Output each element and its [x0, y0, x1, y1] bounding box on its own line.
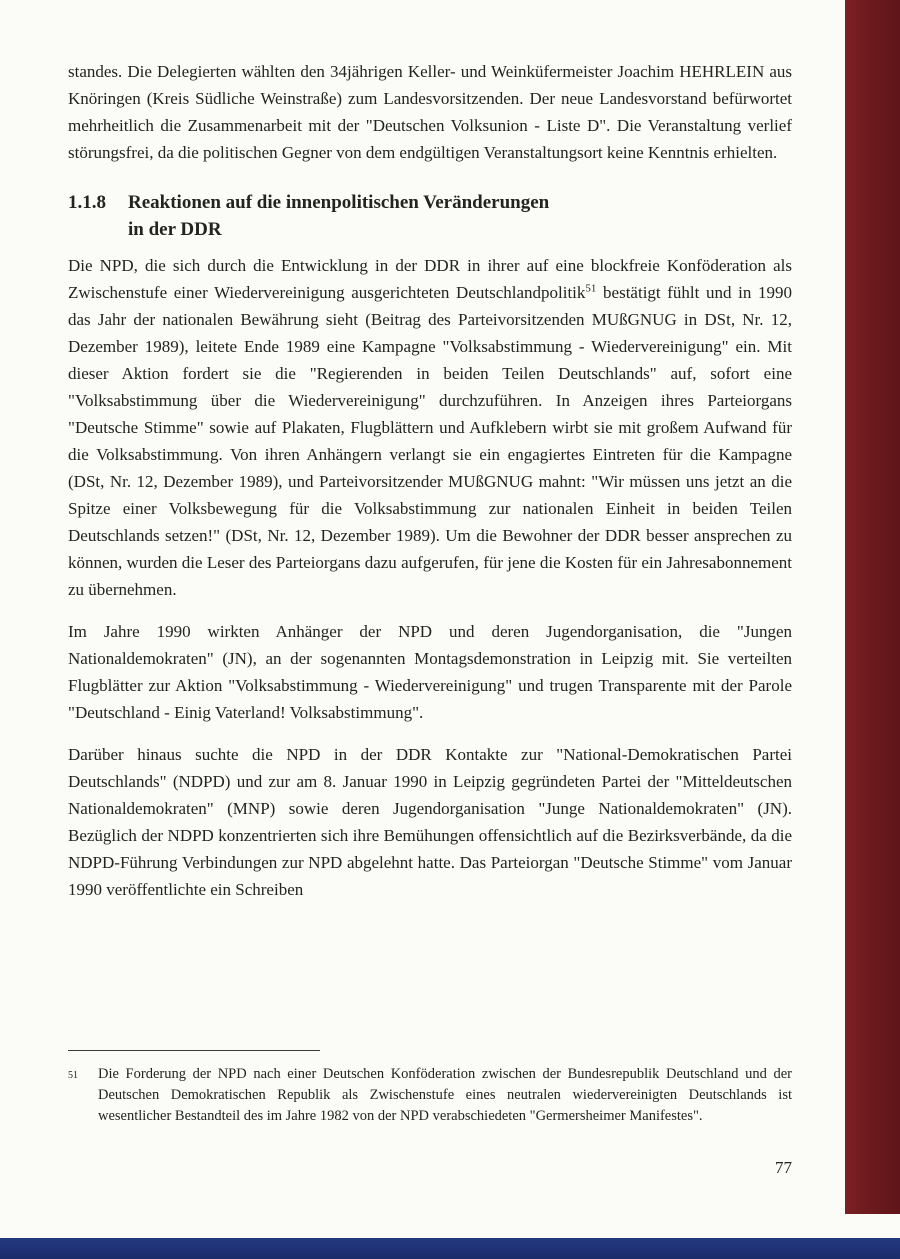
section-number: 1.1.8	[68, 192, 106, 213]
footnote-text: Die Forderung der NPD nach einer Deutschen Konföderation zwischen der Bundesrepublik Deutschland und der Deutschen Demokratischen Republik als Zwischenstufe eines neutralen wiedervereinigten Deutschlands ist wesentlicher Bestandteil des im Jahre 1982 von der NPD verabschiedeten "Germersheimer Manifestes".	[98, 1066, 792, 1124]
footnote-reference: 51	[585, 282, 597, 295]
page-number: 77	[775, 1158, 792, 1177]
paragraph-1	[68, 252, 792, 603]
paragraph-3: Darüber hinaus suchte die NPD in der DDR Kontakte zur "National-Demokratischen Partei Deutschlands" (NDPD) und zur am 8. Januar 1990 in Leipzig gegründeten Partei der "Mitteldeutschen Nationaldemokraten" (MNP) sowie deren Jugendorganisation "Junge Nationaldemokraten" (JN). Bezüglich der NDPD konzentrierten sich ihre Bemühungen offensichtlich auf die Bezirksverbände, da die NDPD-Führung Verbindungen zur NPD abgelehnt hatte. Das Parteiorgan "Deutsche Stimme" vom Januar 1990 veröffentlichte ein Schreiben	[68, 745, 792, 899]
paragraph-1-pre: Die NPD, die sich durch die Entwicklung in der DDR in ihrer auf eine blockfreie Konföderation als Zwischenstufe einer Wiedervereinigung ausgerichteten Deutschlandpolitik	[68, 256, 792, 302]
section-heading	[68, 189, 792, 243]
section-title: Reaktionen auf die innenpolitischen Veränderungen	[128, 192, 550, 213]
bottom-accent-bar	[0, 1238, 900, 1259]
paragraph-1-post: bestätigt fühlt und in 1990 das Jahr der nationalen Bewährung sieht (Beitrag des Parteivorsitzenden MUßGNUG in DSt, Nr. 12, Dezember 1989), leitete Ende 1989 eine Kampagne "Volksabstimmung - Wiedervereinigung" ein. Mit dieser Aktion fordert sie die "Regierenden in beiden Teilen Deutschlands" auf, sofort eine "Volksabstimmung über die Wiedervereinigung" durchzuführen. In Anzeigen ihres Parteiorgans "Deutsche Stimme" sowie auf Plakaten, Flugblättern und Aufklebern wirbt sie mit großem Aufwand für die Volksabstimmung. Von ihren Anhängern verlangt sie ein engagiertes Eintreten für die Kampagne (DSt, Nr. 12, Dezember 1989), und Parteivorsitzender MUßGNUG mahnt: "Wir müssen uns jetzt an die Spitze einer Volksbewegung für die Volksabstimmung zur nationalen Einheit in beiden Teilen Deutschlands setzen!" (DSt, Nr. 12, Dezember 1989). Um die Bewohner der DDR besser ansprechen zu können, wurden die Leser des Parteiorgans dazu aufgerufen, für jene die Kosten für ein Jahresabonnement zu übernehmen.	[68, 283, 792, 599]
footnote-section	[68, 1050, 792, 1127]
section-heading-line1	[68, 189, 792, 216]
footnote-marker: 51	[68, 1070, 78, 1081]
section-heading-line2: in der DDR	[128, 219, 222, 240]
footnote-51	[68, 1064, 792, 1127]
paragraph-2: Im Jahre 1990 wirkten Anhänger der NPD und deren Jugendorganisation, die "Jungen Nationaldemokraten" (JN), an der sogenannten Montagsdemonstration in Leipzig mit. Sie verteilten Flugblätter zur Aktion "Volksabstimmung - Wiedervereinigung" und trugen Transparente mit der Parole "Deutschland - Einig Vaterland! Volksabstimmung".	[68, 622, 792, 722]
continuation-paragraph: standes. Die Delegierten wählten den 34jährigen Keller- und Weinküfermeister Joachim HEHRLEIN aus Knöringen (Kreis Südliche Weinstraße) zum Landesvorsitzenden. Der neue Landesvorstand befürwortet mehrheitlich die Zusammenarbeit mit der "Deutschen Volksunion - Liste D". Die Veranstaltung verlief störungsfrei, da die politischen Gegner von dem endgültigen Veranstaltungsort keine Kenntnis erhielten.	[68, 62, 792, 162]
page-body	[68, 58, 792, 918]
footnote-divider	[68, 1050, 320, 1051]
right-accent-bar	[845, 0, 900, 1214]
